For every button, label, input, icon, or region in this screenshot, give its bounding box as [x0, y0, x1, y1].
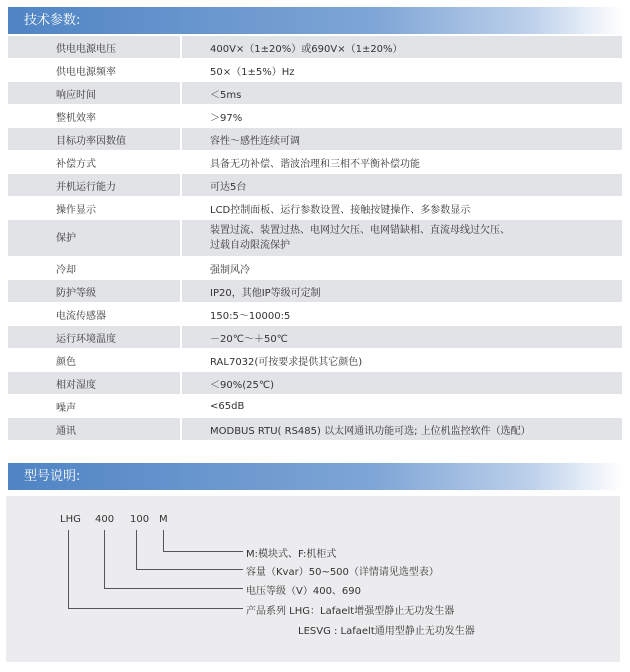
model-desc-voltage: 电压等级（V）400、690 [246, 586, 362, 597]
connector-line [163, 530, 164, 552]
model-desc-header [8, 463, 622, 490]
table-row [8, 220, 622, 257]
spec-label: 整机效率 [8, 105, 180, 128]
spec-label: 响应时间 [8, 82, 180, 105]
connector-line [104, 588, 243, 589]
spec-label: 并机运行能力 [8, 174, 180, 197]
connector-line [163, 551, 243, 552]
table-row [8, 280, 622, 303]
table-row [8, 349, 622, 372]
connector-line [68, 608, 243, 609]
spec-label: 通讯 [8, 418, 180, 441]
spec-value: LCD控制面板、运行参数设置、接触按键操作、多参数显示 [180, 197, 622, 220]
connector-line [68, 530, 69, 609]
spec-value: －20℃～＋50℃ [180, 326, 622, 349]
spec-value: 具备无功补偿、谐波治理和三相不平衡补偿功能 [180, 151, 622, 174]
table-row [8, 82, 622, 105]
table-row [8, 372, 622, 395]
spec-value: 150:5～10000:5 [180, 303, 622, 326]
model-desc-series-2: LESVG : Lafaelt通用型静止无功发生器 [298, 626, 475, 637]
tech-specs-header [8, 7, 622, 34]
spec-value: ＞97% [180, 105, 622, 128]
table-row [8, 303, 622, 326]
spec-value: 容性～感性连续可调 [180, 128, 622, 151]
spec-label: 相对湿度 [8, 372, 180, 395]
model-code-type: M [159, 514, 168, 525]
table-row [8, 174, 622, 197]
connector-line [136, 569, 243, 570]
table-row [8, 36, 622, 59]
spec-label: 防护等级 [8, 280, 180, 303]
spec-value: RAL7032(可按要求提供其它颜色) [180, 349, 622, 372]
model-code-diagram [6, 496, 620, 662]
model-desc-series: 产品系列 LHG：Lafaelt增强型静止无功发生器 [246, 606, 455, 617]
table-row [8, 418, 622, 441]
connector-line [136, 530, 137, 570]
table-row [8, 59, 622, 82]
connector-line [104, 530, 105, 589]
spec-value: 50×（1±5%）Hz [180, 59, 622, 82]
model-code-series: LHG [60, 514, 81, 525]
spec-label: 供电电源电压 [8, 36, 180, 59]
tech-specs-table [8, 36, 622, 441]
table-row [8, 326, 622, 349]
model-code-capacity: 100 [130, 514, 150, 525]
model-desc-type: M:模块式、F:机柜式 [246, 549, 337, 560]
table-row [8, 128, 622, 151]
spec-value: IP20，其他IP等级可定制 [180, 280, 622, 303]
spec-label: 电流传感器 [8, 303, 180, 326]
spec-value: ＜90%(25℃) [180, 372, 622, 395]
spec-label: 操作显示 [8, 197, 180, 220]
spec-label: 颜色 [8, 349, 180, 372]
spec-value: <65dB [180, 395, 622, 418]
spec-value: 强制风冷 [180, 257, 622, 280]
model-desc-capacity: 容量（Kvar）50~500（详情请见选型表） [246, 567, 439, 578]
spec-value: ＜5ms [180, 82, 622, 105]
table-row [8, 197, 622, 220]
spec-label: 噪声 [8, 395, 180, 418]
spec-label: 保护 [8, 220, 180, 257]
spec-label: 冷却 [8, 257, 180, 280]
spec-label: 运行环境温度 [8, 326, 180, 349]
spec-value [180, 220, 622, 257]
spec-value: 400V×（1±20%）或690V×（1±20%） [180, 36, 622, 59]
table-row [8, 395, 622, 418]
spec-value: 可达5台 [180, 174, 622, 197]
table-row [8, 257, 622, 280]
spec-label: 目标功率因数值 [8, 128, 180, 151]
model-desc-title: 型号说明: [24, 469, 81, 484]
spec-value-line: 过载自动限流保护 [210, 240, 290, 251]
spec-label: 供电电源频率 [8, 59, 180, 82]
model-code-voltage: 400 [95, 514, 115, 525]
spec-value-line: 装置过流、装置过热、电网过欠压、电网错缺相、直流母线过欠压、 [210, 225, 510, 236]
spec-label: 补偿方式 [8, 151, 180, 174]
spec-value: MODBUS RTU( RS485) 以太网通讯功能可选; 上位机监控软件（选配） [180, 418, 622, 441]
table-row [8, 105, 622, 128]
table-row [8, 151, 622, 174]
tech-specs-title: 技术参数: [24, 13, 81, 28]
